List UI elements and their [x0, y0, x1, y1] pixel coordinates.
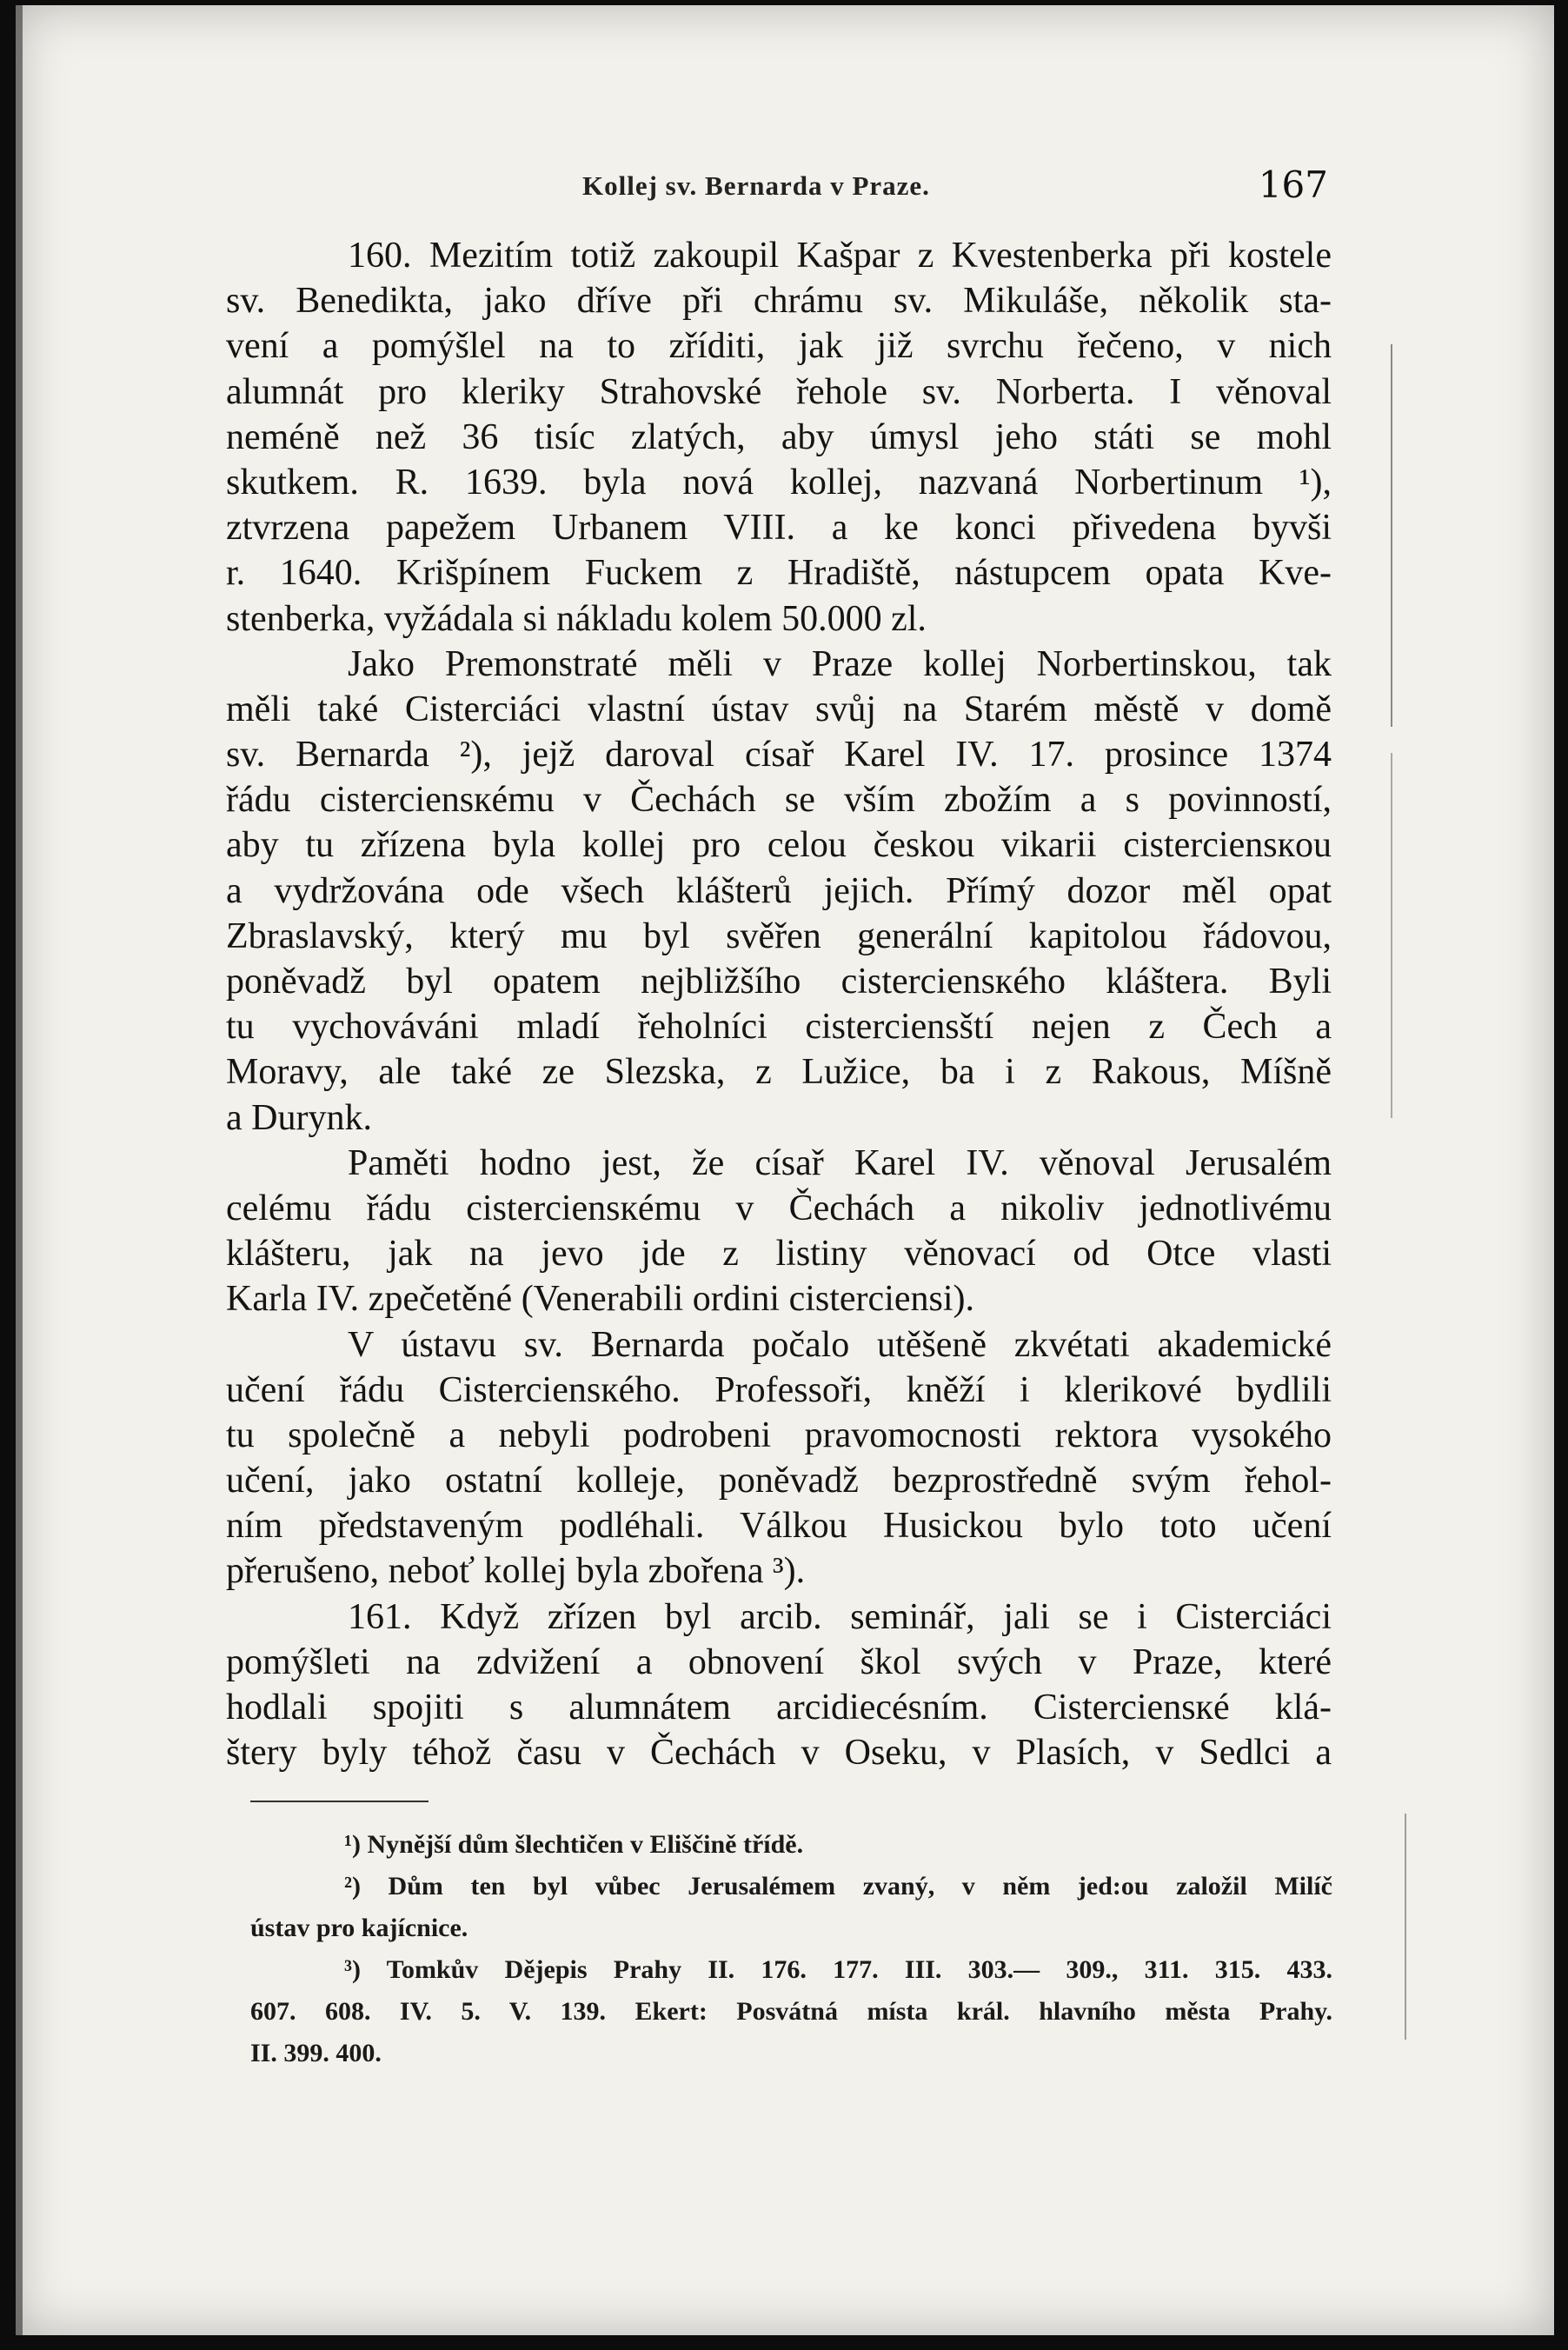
- text-line: ním představeným podléhali. Válkou Husickou bylo toto učení: [226, 1506, 1332, 1547]
- footnote-line: ústav pro kajícnice.: [250, 1914, 468, 1942]
- text-line: štery byly téhož času v Čechách v Oseku, v Plasích, v Sedlci a: [226, 1733, 1332, 1774]
- text-line: řádu cisterciensкému v Čechách se vším zbožím a s povinností,: [226, 780, 1332, 821]
- text-line: tu společně a nebyli podrobeni pravomocnosti rektora vysokého: [226, 1415, 1332, 1455]
- text-line: Paměti hodno jest, že císař Karel IV. věnoval Jerusalém: [348, 1142, 1332, 1183]
- text-line: měli také Cisterciáci vlastní ústav svůj na Starém městě v domě: [226, 689, 1332, 729]
- text-line: pomýšleti na zdvižení a obnovení škol svých v Praze, které: [226, 1641, 1332, 1682]
- text-line: ztvrzena papežem Urbanem VIII. a ke konci přivedena byvši: [226, 508, 1332, 549]
- text-line: stenberka, vyžádala si nákladu kolem 50.000 zl.: [226, 598, 927, 639]
- book-page: [16, 5, 1554, 2335]
- footnote-line: ³) Tomkův Dějepis Prahy II. 176. 177. III. 303.— 309., 311. 315. 433.: [344, 1955, 1332, 1984]
- text-line: alumnát pro kleriky Strahovské řehole sv. Norberta. I věnoval: [226, 371, 1332, 412]
- text-line: učení, jako ostatní kolleje, poněvadž bezprostředně svým řehol-: [226, 1461, 1332, 1501]
- footnote-line: ¹) Nynější dům šlechtičen v Eliščině třídě.: [344, 1830, 804, 1859]
- text-line: aby tu zřízena byla kollej pro celou českou vikarii cisterciensкou: [226, 825, 1332, 866]
- text-line: sv. Bernarda ²), jejž daroval císař Karel IV. 17. prosince 1374: [226, 735, 1332, 776]
- text-line: 161. Když zřízen byl arcib. seminář, jali se i Cisterciáci: [348, 1596, 1332, 1637]
- text-line: přerušeno, neboť kollej byla zbořena ³).: [226, 1551, 806, 1592]
- footnotes: [250, 1824, 1332, 2074]
- scan-edge-mark: [1391, 344, 1392, 727]
- text-line: Zbraslavský, který mu byl svěřen generální kapitolou řádovou,: [226, 915, 1332, 956]
- footnote-separator: [250, 1801, 429, 1802]
- scan-edge-mark: [16, 5, 23, 2335]
- text-line: a Durynk.: [226, 1097, 372, 1138]
- text-line: klášteru, jak na jevo jde z listiny věnovací od Otce vlasti: [226, 1234, 1332, 1275]
- scan-edge-mark: [1405, 1814, 1406, 2040]
- text-line: vení a pomýšlel na to zříditi, jak již svrchu řečeno, v nich: [226, 326, 1332, 367]
- text-line: hodlali spojiti s alumnátem arcidiecésním. Cisterciensкé klá-: [226, 1688, 1332, 1728]
- text-line: Moravy, ale také ze Slezska, z Lužice, ba i z Rakous, Míšně: [226, 1052, 1332, 1093]
- footnote-line: 607. 608. IV. 5. V. 139. Ekert: Posvátná místa král. hlavního města Prahy.: [250, 1997, 1332, 2026]
- text-line: celému řádu cisterciensкému v Čechách a nikoliv jednotlivému: [226, 1188, 1332, 1228]
- footnote-line: ²) Dům ten byl vůbec Jerusalémem zvaný, v něm jed:ou založil Milíč: [344, 1872, 1332, 1901]
- text-line: učení řádu Cisterciensкého. Professoři, kněží i klerikové bydlili: [226, 1369, 1332, 1410]
- text-line: sv. Benedikta, jako dříve při chrámu sv. Mikuláše, několik sta-: [226, 281, 1332, 322]
- page-header: [243, 160, 1328, 221]
- text-line: 160. Mezitím totiž zakoupil Kašpar z Kvestenberka při kostele: [348, 236, 1332, 276]
- text-line: poněvadž byl opatem nejbližšího cisterciensкého kláštera. Byli: [226, 962, 1332, 1002]
- running-head: Kollej sv. Bernarda v Praze.: [582, 170, 930, 201]
- text-line: Karla IV. zpečetěné (Venerabili ordini cisterciensi).: [226, 1279, 974, 1320]
- footnote-line: II. 399. 400.: [250, 2039, 382, 2067]
- text-line: Jako Premonstraté měli v Praze kollej Norbertinskou, tak: [348, 643, 1332, 684]
- text-line: tu vychováváni mladí řeholníci cisterciensští nejen z Čech a: [226, 1007, 1332, 1048]
- scan-edge-mark: [1391, 753, 1392, 1118]
- text-line: neméně než 36 tisíc zlatých, aby úmysl jeho státi se mohl: [226, 416, 1332, 457]
- text-line: r. 1640. Krišpínem Fuckem z Hradiště, nástupcem opata Kve-: [226, 553, 1332, 594]
- body-text: [226, 233, 1332, 1775]
- text-line: V ústavu sv. Bernarda počalo utěšeně zkvétati akademické: [348, 1324, 1332, 1365]
- page-number: 167: [1258, 163, 1328, 206]
- text-line: skutkem. R. 1639. byla nová kollej, nazvaná Norbertinum ¹),: [226, 462, 1332, 503]
- text-line: a vydržována ode všech klášterů jejich. Přímý dozor měl opat: [226, 870, 1332, 911]
